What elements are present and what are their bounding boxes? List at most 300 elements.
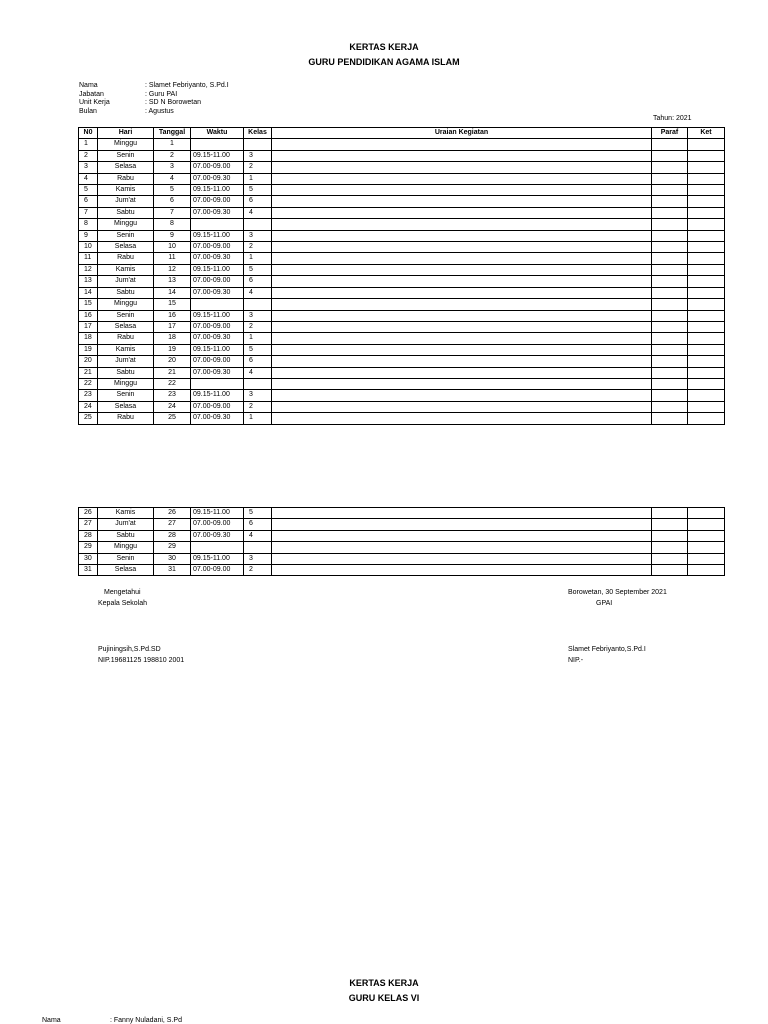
cell-waktu: 07.00-09.30: [191, 367, 244, 378]
table-row: [79, 287, 725, 298]
cell-kelas: 4: [244, 367, 272, 378]
cell-kelas: 2: [244, 242, 272, 253]
cell-tanggal: 26: [154, 508, 191, 519]
cell-waktu: [191, 139, 244, 150]
table-row: [79, 565, 725, 576]
table-row: [79, 253, 725, 264]
cell-ket: [688, 310, 725, 321]
cell-hari: Selasa: [98, 401, 154, 412]
cell-waktu: 07.00-09.30: [191, 173, 244, 184]
cell-ket: [688, 530, 725, 541]
principal-name: Pujiningsih,S.Pd.SD: [98, 646, 161, 653]
cell-uraian: [272, 401, 652, 412]
cell-no: 16: [79, 310, 98, 321]
cell-paraf: [652, 299, 688, 310]
cell-tanggal: 8: [154, 219, 191, 230]
cell-paraf: [652, 196, 688, 207]
cell-uraian: [272, 185, 652, 196]
column-header: N0: [79, 128, 98, 139]
table-row: [79, 264, 725, 275]
cell-no: 12: [79, 264, 98, 275]
table-row: [79, 542, 725, 553]
cell-tanggal: 27: [154, 519, 191, 530]
table-row: [79, 321, 725, 332]
cell-uraian: [272, 378, 652, 389]
cell-ket: [688, 276, 725, 287]
table-row: [79, 333, 725, 344]
cell-kelas: [244, 542, 272, 553]
place-date: Borowetan, 30 September 2021: [568, 589, 667, 596]
cell-uraian: [272, 310, 652, 321]
acknowledged-label: Mengetahui: [104, 589, 141, 596]
teacher-position: GPAI: [596, 600, 613, 607]
principal-nip: NIP.19681125 198810 2001: [98, 657, 185, 664]
cell-tanggal: 28: [154, 530, 191, 541]
cell-paraf: [652, 253, 688, 264]
cell-ket: [688, 413, 725, 424]
cell-ket: [688, 139, 725, 150]
cell-no: 2: [79, 150, 98, 161]
cell-no: 1: [79, 139, 98, 150]
cell-hari: Minggu: [98, 219, 154, 230]
cell-kelas: 4: [244, 530, 272, 541]
cell-kelas: 3: [244, 553, 272, 564]
cell-hari: Kamis: [98, 344, 154, 355]
cell-paraf: [652, 276, 688, 287]
cell-kelas: 5: [244, 508, 272, 519]
cell-paraf: [652, 367, 688, 378]
cell-hari: Rabu: [98, 333, 154, 344]
table-row: [79, 230, 725, 241]
cell-paraf: [652, 162, 688, 173]
column-header: Waktu: [191, 128, 244, 139]
cell-tanggal: 10: [154, 242, 191, 253]
info-value: : SD N Borowetan: [145, 99, 202, 106]
cell-tanggal: 3: [154, 162, 191, 173]
year-label: Tahun: 2021: [653, 115, 692, 122]
cell-kelas: 2: [244, 321, 272, 332]
cell-hari: Kamis: [98, 185, 154, 196]
cell-paraf: [652, 542, 688, 553]
cell-tanggal: 11: [154, 253, 191, 264]
cell-waktu: 07.00-09.00: [191, 196, 244, 207]
cell-no: 19: [79, 344, 98, 355]
cell-kelas: 6: [244, 519, 272, 530]
table-row: [79, 242, 725, 253]
cell-hari: Selasa: [98, 162, 154, 173]
cell-no: 29: [79, 542, 98, 553]
cell-paraf: [652, 310, 688, 321]
column-header: Hari: [98, 128, 154, 139]
cell-no: 5: [79, 185, 98, 196]
cell-waktu: 07.00-09.00: [191, 162, 244, 173]
cell-ket: [688, 321, 725, 332]
table-row: [79, 344, 725, 355]
page2-title-line2: GURU KELAS VI: [348, 993, 420, 1003]
cell-waktu: 07.00-09.00: [191, 565, 244, 576]
column-header: Tanggal: [154, 128, 191, 139]
cell-no: 14: [79, 287, 98, 298]
cell-no: 27: [79, 519, 98, 530]
cell-hari: Senin: [98, 310, 154, 321]
cell-no: 8: [79, 219, 98, 230]
cell-kelas: [244, 219, 272, 230]
cell-tanggal: 12: [154, 264, 191, 275]
table-row: [79, 207, 725, 218]
cell-ket: [688, 390, 725, 401]
cell-tanggal: 9: [154, 230, 191, 241]
cell-waktu: 09.15-11.00: [191, 230, 244, 241]
cell-hari: Minggu: [98, 299, 154, 310]
cell-waktu: 07.00-09.30: [191, 333, 244, 344]
cell-kelas: 5: [244, 344, 272, 355]
cell-tanggal: 7: [154, 207, 191, 218]
cell-paraf: [652, 321, 688, 332]
cell-waktu: [191, 299, 244, 310]
cell-no: 30: [79, 553, 98, 564]
cell-ket: [688, 378, 725, 389]
cell-tanggal: 14: [154, 287, 191, 298]
cell-uraian: [272, 173, 652, 184]
cell-no: 25: [79, 413, 98, 424]
cell-no: 15: [79, 299, 98, 310]
cell-waktu: 07.00-09.00: [191, 321, 244, 332]
cell-waktu: 07.00-09.30: [191, 207, 244, 218]
cell-kelas: 2: [244, 162, 272, 173]
cell-paraf: [652, 565, 688, 576]
cell-kelas: 5: [244, 185, 272, 196]
cell-ket: [688, 333, 725, 344]
cell-no: 4: [79, 173, 98, 184]
cell-kelas: 3: [244, 390, 272, 401]
cell-no: 17: [79, 321, 98, 332]
cell-waktu: [191, 378, 244, 389]
info-row-jabatan: [79, 91, 729, 100]
cell-waktu: 07.00-09.00: [191, 401, 244, 412]
table-row: [79, 162, 725, 173]
column-header: Paraf: [652, 128, 688, 139]
cell-hari: Rabu: [98, 173, 154, 184]
cell-no: 7: [79, 207, 98, 218]
info-label: Nama: [79, 82, 98, 89]
cell-ket: [688, 299, 725, 310]
cell-waktu: 07.00-09.30: [191, 530, 244, 541]
cell-no: 6: [79, 196, 98, 207]
cell-kelas: 1: [244, 253, 272, 264]
cell-ket: [688, 185, 725, 196]
cell-hari: Rabu: [98, 253, 154, 264]
page-title-line2: GURU PENDIDIKAN AGAMA ISLAM: [308, 57, 460, 67]
cell-ket: [688, 207, 725, 218]
cell-hari: Senin: [98, 390, 154, 401]
column-header: Ket: [688, 128, 725, 139]
cell-uraian: [272, 333, 652, 344]
info-row-bulan: [79, 108, 729, 117]
info-label: Bulan: [79, 107, 97, 115]
cell-ket: [688, 264, 725, 275]
cell-hari: Selasa: [98, 321, 154, 332]
cell-uraian: [272, 413, 652, 424]
cell-paraf: [652, 553, 688, 564]
table-row: [79, 530, 725, 541]
table-row: [79, 196, 725, 207]
cell-kelas: 2: [244, 401, 272, 412]
column-header: Uraian Kegiatan: [272, 128, 652, 139]
cell-hari: Selasa: [98, 565, 154, 576]
cell-hari: Minggu: [98, 542, 154, 553]
cell-kelas: 1: [244, 333, 272, 344]
teacher-name: Slamet Febriyanto,S.Pd.I: [568, 646, 646, 653]
cell-uraian: [272, 530, 652, 541]
cell-uraian: [272, 264, 652, 275]
cell-no: 26: [79, 508, 98, 519]
cell-no: 9: [79, 230, 98, 241]
cell-tanggal: 19: [154, 344, 191, 355]
signature-left-name-block: [98, 644, 184, 666]
info-value: : Slamet Febriyanto, S.Pd.I: [145, 82, 229, 89]
cell-paraf: [652, 333, 688, 344]
cell-no: 23: [79, 390, 98, 401]
cell-kelas: 1: [244, 413, 272, 424]
cell-hari: Senin: [98, 230, 154, 241]
cell-uraian: [272, 344, 652, 355]
cell-tanggal: 23: [154, 390, 191, 401]
table-row: [79, 219, 725, 230]
cell-paraf: [652, 413, 688, 424]
cell-waktu: 09.15-11.00: [191, 344, 244, 355]
cell-waktu: 07.00-09.00: [191, 242, 244, 253]
cell-uraian: [272, 390, 652, 401]
table-row: [79, 299, 725, 310]
cell-paraf: [652, 390, 688, 401]
activity-table-continued: [78, 507, 725, 576]
cell-waktu: 09.15-11.00: [191, 310, 244, 321]
cell-paraf: [652, 378, 688, 389]
cell-no: 11: [79, 253, 98, 264]
cell-tanggal: 16: [154, 310, 191, 321]
cell-no: 13: [79, 276, 98, 287]
cell-no: 21: [79, 367, 98, 378]
cell-kelas: [244, 299, 272, 310]
cell-paraf: [652, 508, 688, 519]
cell-paraf: [652, 173, 688, 184]
info-label: Jabatan: [79, 90, 104, 98]
cell-no: 24: [79, 401, 98, 412]
cell-kelas: 3: [244, 230, 272, 241]
cell-tanggal: 17: [154, 321, 191, 332]
cell-kelas: 6: [244, 196, 272, 207]
cell-paraf: [652, 150, 688, 161]
cell-ket: [688, 508, 725, 519]
cell-kelas: 6: [244, 356, 272, 367]
table-row: [79, 401, 725, 412]
cell-uraian: [272, 299, 652, 310]
cell-paraf: [652, 530, 688, 541]
info-row-unit-kerja: [79, 99, 729, 108]
cell-hari: Jum'at: [98, 356, 154, 367]
cell-ket: [688, 196, 725, 207]
cell-no: 31: [79, 565, 98, 576]
cell-tanggal: 25: [154, 413, 191, 424]
cell-uraian: [272, 367, 652, 378]
cell-waktu: 09.15-11.00: [191, 264, 244, 275]
cell-tanggal: 22: [154, 378, 191, 389]
cell-paraf: [652, 344, 688, 355]
cell-kelas: 3: [244, 150, 272, 161]
cell-hari: Jum'at: [98, 519, 154, 530]
table-row: [79, 139, 725, 150]
info-label: Unit Kerja: [79, 99, 110, 106]
cell-ket: [688, 173, 725, 184]
cell-kelas: 5: [244, 264, 272, 275]
cell-ket: [688, 287, 725, 298]
cell-tanggal: 13: [154, 276, 191, 287]
cell-ket: [688, 162, 725, 173]
cell-no: 28: [79, 530, 98, 541]
cell-waktu: 09.15-11.00: [191, 553, 244, 564]
cell-tanggal: 18: [154, 333, 191, 344]
page2-title-line1: KERTAS KERJA: [349, 978, 419, 988]
cell-kelas: [244, 139, 272, 150]
cell-hari: Minggu: [98, 378, 154, 389]
cell-hari: Jum'at: [98, 196, 154, 207]
cell-kelas: [244, 378, 272, 389]
info-value: : Fanny Nuladani, S.Pd: [110, 1017, 182, 1024]
table-row: [79, 150, 725, 161]
principal-title: Kepala Sekolah: [98, 600, 148, 607]
cell-tanggal: 15: [154, 299, 191, 310]
cell-waktu: 07.00-09.30: [191, 287, 244, 298]
cell-hari: Sabtu: [98, 207, 154, 218]
cell-paraf: [652, 242, 688, 253]
cell-tanggal: 24: [154, 401, 191, 412]
cell-hari: Senin: [98, 150, 154, 161]
cell-kelas: 6: [244, 276, 272, 287]
cell-hari: Sabtu: [98, 530, 154, 541]
cell-paraf: [652, 264, 688, 275]
cell-paraf: [652, 287, 688, 298]
cell-no: 10: [79, 242, 98, 253]
cell-hari: Kamis: [98, 508, 154, 519]
cell-kelas: 4: [244, 287, 272, 298]
cell-no: 22: [79, 378, 98, 389]
signature-left: [98, 587, 147, 609]
cell-paraf: [652, 207, 688, 218]
cell-ket: [688, 150, 725, 161]
cell-no: 3: [79, 162, 98, 173]
cell-paraf: [652, 219, 688, 230]
table-row: [79, 378, 725, 389]
cell-uraian: [272, 230, 652, 241]
cell-uraian: [272, 287, 652, 298]
cell-paraf: [652, 185, 688, 196]
cell-waktu: 09.15-11.00: [191, 390, 244, 401]
cell-tanggal: 31: [154, 565, 191, 576]
teacher-nip: NIP.-: [568, 657, 584, 664]
cell-waktu: 07.00-09.30: [191, 413, 244, 424]
page2-info-row: [42, 1017, 342, 1024]
cell-uraian: [272, 565, 652, 576]
cell-ket: [688, 542, 725, 553]
signature-right-name-block: [568, 644, 646, 666]
cell-kelas: 2: [244, 565, 272, 576]
signature-right: [568, 587, 667, 609]
cell-waktu: 07.00-09.00: [191, 356, 244, 367]
cell-tanggal: 1: [154, 139, 191, 150]
cell-uraian: [272, 542, 652, 553]
cell-uraian: [272, 150, 652, 161]
cell-hari: Selasa: [98, 242, 154, 253]
cell-no: 20: [79, 356, 98, 367]
cell-hari: Kamis: [98, 264, 154, 275]
cell-no: 18: [79, 333, 98, 344]
cell-kelas: 1: [244, 173, 272, 184]
cell-uraian: [272, 207, 652, 218]
cell-tanggal: 21: [154, 367, 191, 378]
cell-uraian: [272, 356, 652, 367]
cell-tanggal: 30: [154, 553, 191, 564]
info-value: : Guru PAI: [145, 90, 178, 98]
table-row: [79, 310, 725, 321]
cell-uraian: [272, 553, 652, 564]
cell-kelas: 4: [244, 207, 272, 218]
table-row: [79, 413, 725, 424]
cell-hari: Sabtu: [98, 367, 154, 378]
cell-ket: [688, 519, 725, 530]
cell-waktu: 09.15-11.00: [191, 150, 244, 161]
table-row: [79, 276, 725, 287]
table-row: [79, 508, 725, 519]
cell-hari: Rabu: [98, 413, 154, 424]
cell-ket: [688, 401, 725, 412]
cell-uraian: [272, 242, 652, 253]
table-row: [79, 356, 725, 367]
table-row: [79, 390, 725, 401]
info-row-nama: [79, 82, 729, 91]
cell-waktu: 09.15-11.00: [191, 185, 244, 196]
cell-uraian: [272, 321, 652, 332]
cell-uraian: [272, 508, 652, 519]
cell-waktu: 07.00-09.30: [191, 253, 244, 264]
cell-ket: [688, 219, 725, 230]
cell-ket: [688, 344, 725, 355]
cell-paraf: [652, 401, 688, 412]
cell-uraian: [272, 139, 652, 150]
info-value: : Agustus: [145, 107, 174, 115]
table-row: [79, 519, 725, 530]
cell-uraian: [272, 253, 652, 264]
cell-hari: Senin: [98, 553, 154, 564]
cell-ket: [688, 242, 725, 253]
info-label: Nama: [42, 1017, 61, 1024]
cell-waktu: [191, 219, 244, 230]
page-title-line1: KERTAS KERJA: [349, 42, 419, 52]
cell-kelas: 3: [244, 310, 272, 321]
cell-paraf: [652, 356, 688, 367]
cell-uraian: [272, 196, 652, 207]
column-header: Kelas: [244, 128, 272, 139]
cell-waktu: [191, 542, 244, 553]
table-header-row: [79, 128, 725, 139]
cell-ket: [688, 553, 725, 564]
cell-uraian: [272, 276, 652, 287]
cell-hari: Jum'at: [98, 276, 154, 287]
table-row: [79, 173, 725, 184]
cell-ket: [688, 253, 725, 264]
cell-tanggal: 6: [154, 196, 191, 207]
cell-paraf: [652, 139, 688, 150]
cell-tanggal: 4: [154, 173, 191, 184]
